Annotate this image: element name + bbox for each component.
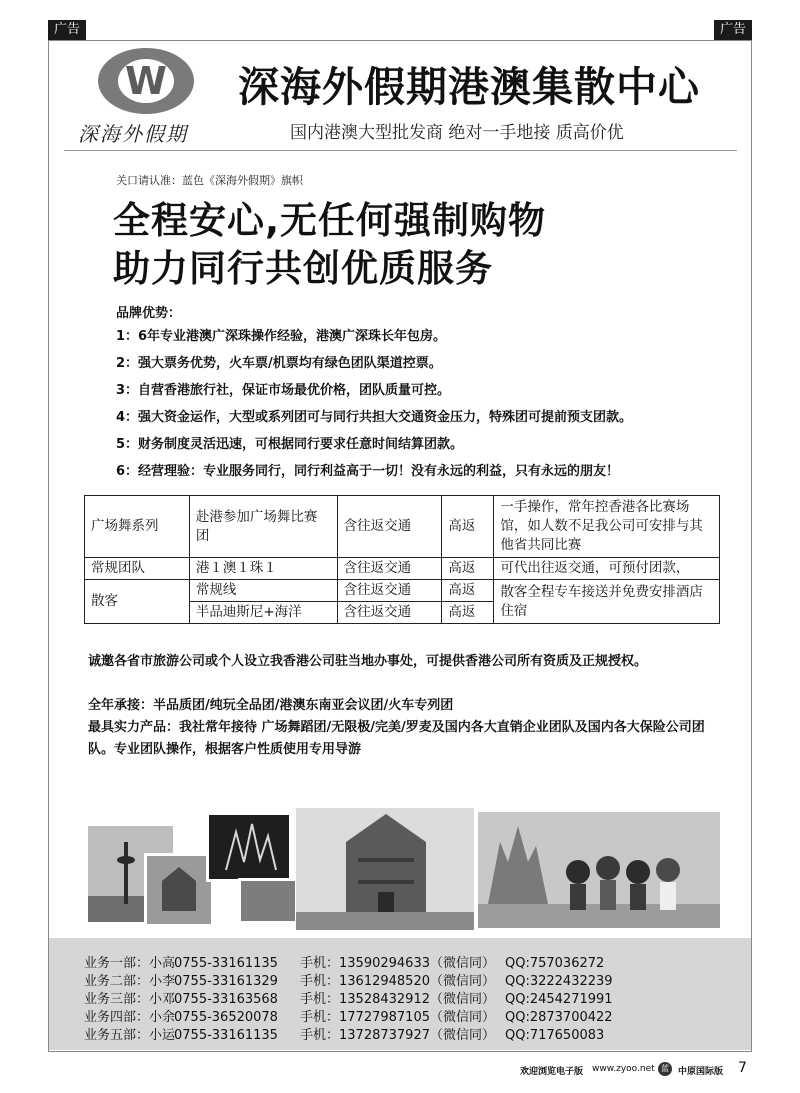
table-cell: 高返 xyxy=(442,580,494,602)
routes-table xyxy=(84,495,720,624)
advantage-item: 6：经营理验：专业服务同行，同行利益高于一切！没有永远的利益，只有永远的朋友！ xyxy=(116,464,620,479)
advantage-item: 4：强大资金运作，大型或系列团可与同行共担大交通资金压力，特殊团可提前预支团款。 xyxy=(116,410,633,425)
table-cell: 散客 xyxy=(85,580,190,624)
table-cell: 高返 xyxy=(442,602,494,624)
night-show-photo xyxy=(206,812,292,882)
headline-line-1: 全程安心,无任何强制购物 xyxy=(113,199,547,242)
contact-row: 业务一部：小高0755-33161135 手机：13590294633（微信同） QQ:757036272 xyxy=(84,956,605,971)
advantage-item: 2：强大票务优势，火车票/机票均有绿色团队渠道控票。 xyxy=(116,356,442,371)
disneyland-photo xyxy=(478,812,720,928)
logo-script-name: 深海外假期 xyxy=(78,122,188,146)
table-cell: 赴港参加广场舞比赛团 xyxy=(189,496,337,558)
table-cell: 半品迪斯尼+海洋 xyxy=(189,602,337,624)
headline-line-2: 助力同行共创优质服务 xyxy=(113,247,493,290)
page-number: 7 xyxy=(738,1060,747,1076)
advantages-label: 品牌优势： xyxy=(116,306,182,321)
ad-tag-left: 广告 xyxy=(48,20,86,40)
footer-badge: 蓝 xyxy=(658,1062,672,1076)
table-cell: 含往返交通 xyxy=(337,580,442,602)
page-subtitle: 国内港澳大型批发商 绝对一手地接 质高价优 xyxy=(290,123,624,143)
table-cell: 常规线 xyxy=(189,580,337,602)
advantage-item: 3：自营香港旅行社，保证市场最优价格，团队质量可控。 xyxy=(116,383,451,398)
brand-logo xyxy=(98,48,194,114)
contact-row: 业务二部：小李0755-33161329 手机：13612948520（微信同） QQ:3222432239 xyxy=(84,974,613,989)
advantage-item: 1：6年专业港澳广深珠操作经验，港澳广深珠长年包房。 xyxy=(116,329,447,344)
table-cell: 散客全程专车接送并免费安排酒店住宿 xyxy=(494,580,720,624)
footer-edition: 中原国际版 xyxy=(678,1067,724,1077)
table-cell: 高返 xyxy=(442,496,494,558)
ruins-photo-small xyxy=(144,853,214,927)
contact-row: 业务三部：小邓0755-33163568 手机：13528432912（微信同） QQ:2454271991 xyxy=(84,992,613,1007)
footer-site-link[interactable]: www.zyoo.net xyxy=(592,1064,655,1074)
ruins-st-paul-photo xyxy=(296,808,474,930)
notice-text: 关口请认准：蓝色《深海外假期》旗帜 xyxy=(116,174,303,187)
table-cell: 高返 xyxy=(442,558,494,580)
table-cell: 常规团队 xyxy=(85,558,190,580)
table-cell: 港１澳１珠１ xyxy=(189,558,337,580)
table-cell: 含往返交通 xyxy=(337,496,442,558)
advantage-item: 5：财务制度灵活迅速，可根据同行要求任意时间结算团款。 xyxy=(116,437,464,452)
contact-row: 业务四部：小余0755-36520078 手机：17727987105（微信同） QQ:2873700422 xyxy=(84,1010,613,1025)
table-cell: 一手操作，常年控香港各比赛场馆，如人数不足我公司可安排与其他省共同比赛 xyxy=(494,496,720,558)
photo-collage xyxy=(88,808,720,930)
invite-paragraph: 诚邀各省市旅游公司或个人设立我香港公司驻当地办事处，可提供香港公司所有资质及正规授权。 xyxy=(88,654,648,669)
table-row xyxy=(85,580,720,602)
table-cell: 含往返交通 xyxy=(337,602,442,624)
table-cell: 含往返交通 xyxy=(337,558,442,580)
table-row xyxy=(85,558,720,580)
street-photo xyxy=(238,878,298,924)
footer-browse-text: 欢迎浏览电子版 xyxy=(520,1067,584,1077)
table-cell: 可代出往返交通，可预付团款， xyxy=(494,558,720,580)
undertake-paragraph: 全年承接：半品质团/纯玩全品团/港澳东南亚会议团/火车专列团 xyxy=(88,698,454,713)
strength-paragraph: 最具实力产品：我社常年接待 广场舞蹈团/无限极/完美/罗麦及国内各大直销企业团队及国内各大保险公司团队。专业团队操作，根据客户性质使用专用导游 xyxy=(88,720,705,757)
contact-row: 业务五部：小运0755-33161135 手机：13728737927（微信同） QQ:717650083 xyxy=(84,1028,605,1043)
divider xyxy=(64,150,737,151)
logo-letter: W xyxy=(125,59,167,103)
table-cell: 广场舞系列 xyxy=(85,496,190,558)
ad-tag-right: 广告 xyxy=(714,20,752,40)
table-row xyxy=(85,496,720,558)
page-title: 深海外假期港澳集散中心 xyxy=(238,63,700,111)
